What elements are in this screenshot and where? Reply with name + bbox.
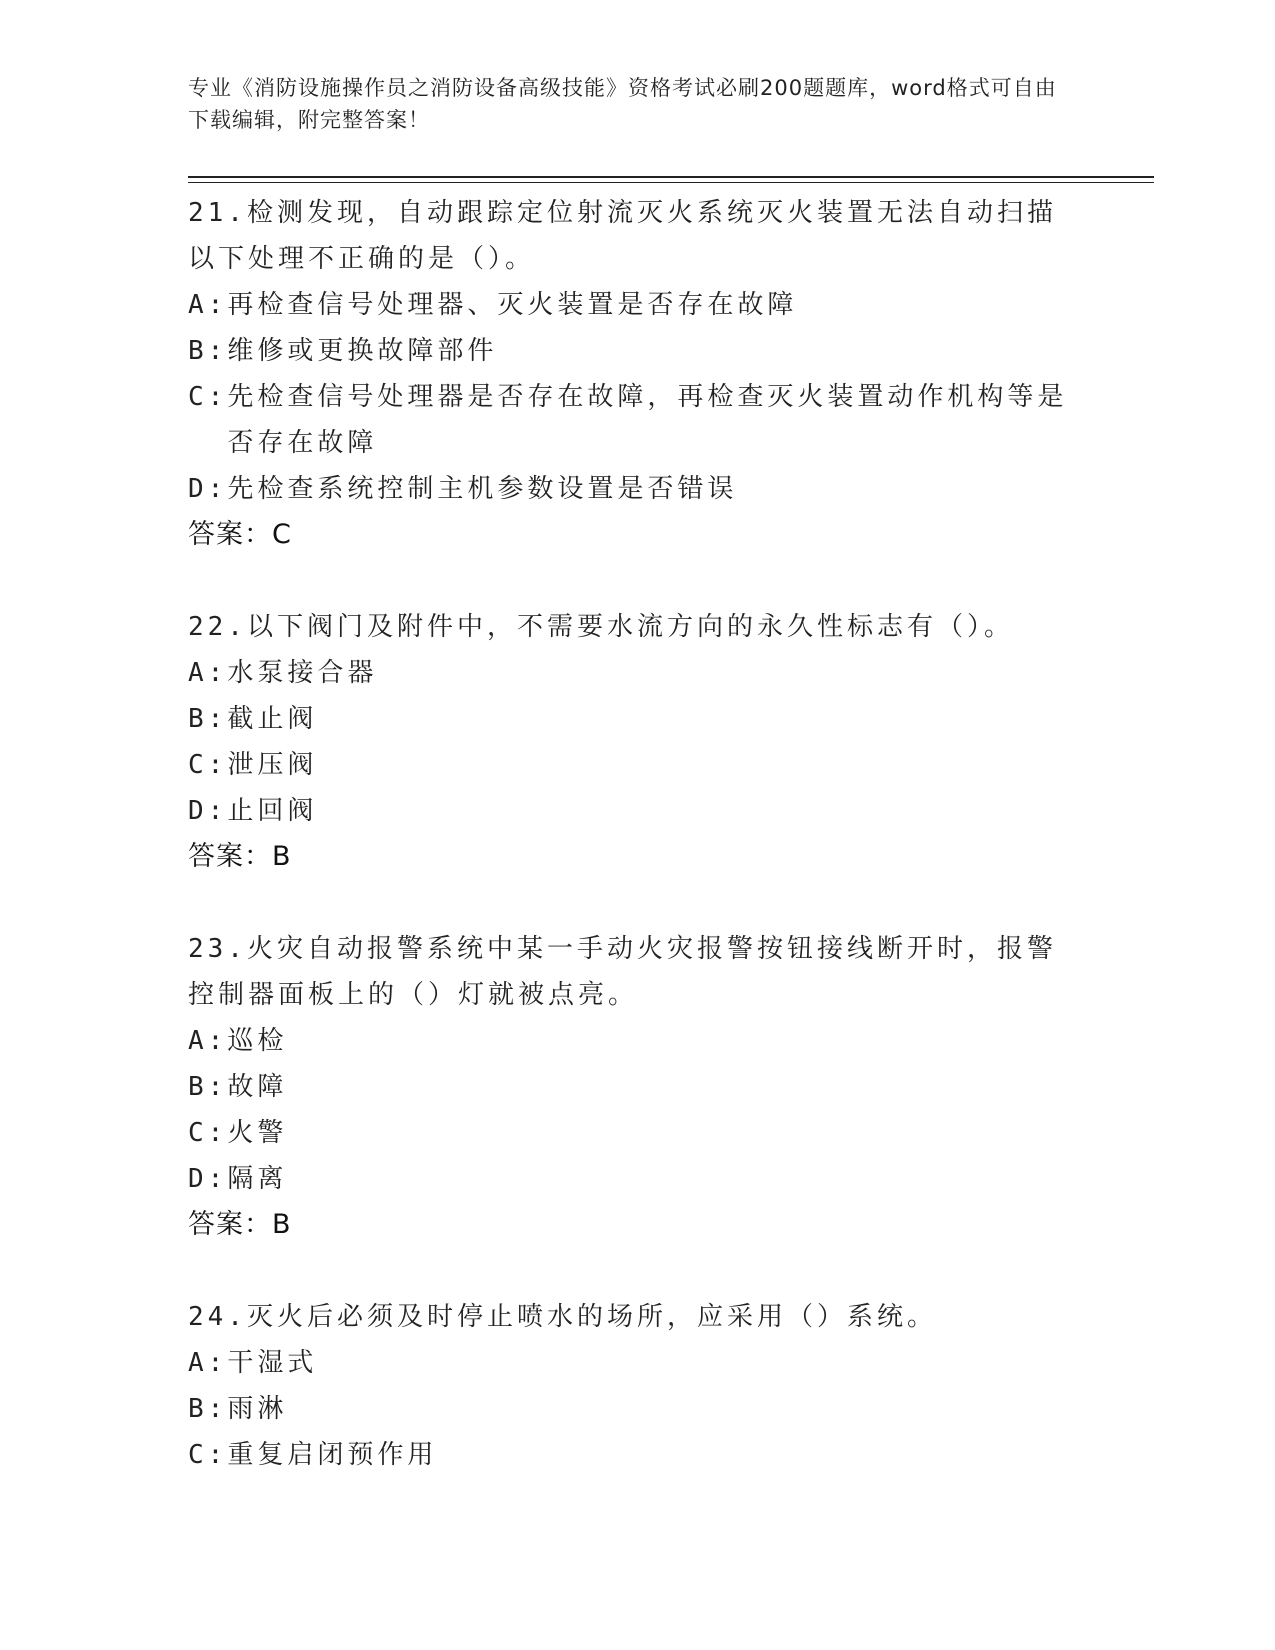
option-b bbox=[188, 328, 1088, 374]
header-intro-text: 专业《消防设施操作员之消防设备高级技能》资格考试必刷200题题库，word格式可自由下载编辑，附完整答案！ bbox=[188, 76, 1057, 132]
document-header bbox=[188, 72, 1068, 136]
answer-label: 答案：C bbox=[188, 519, 292, 550]
option-key: B: bbox=[188, 1394, 228, 1424]
option-key: A: bbox=[188, 1348, 228, 1378]
option-text: 截止阀 bbox=[227, 704, 318, 734]
option-c bbox=[188, 374, 1088, 466]
option-a bbox=[188, 282, 1088, 328]
question-list bbox=[188, 190, 1088, 1524]
option-text: 先检查系统控制主机参数设置是否错误 bbox=[227, 474, 738, 504]
option-text: 止回阀 bbox=[227, 796, 318, 826]
option-c bbox=[188, 742, 1088, 788]
option-key: C: bbox=[188, 750, 228, 780]
option-a bbox=[188, 1018, 1088, 1064]
option-key: C: bbox=[188, 382, 228, 412]
question-item bbox=[188, 926, 1088, 1248]
question-stem: 22.以下阀门及附件中，不需要水流方向的永久性标志有（）。 bbox=[188, 612, 1014, 642]
option-d bbox=[188, 466, 1088, 512]
question-item bbox=[188, 604, 1088, 880]
option-text: 故障 bbox=[227, 1072, 288, 1102]
option-key: A: bbox=[188, 290, 228, 320]
option-key: C: bbox=[188, 1440, 228, 1470]
option-key: B: bbox=[188, 336, 228, 366]
option-text: 水泵接合器 bbox=[227, 658, 378, 688]
option-b bbox=[188, 1386, 1088, 1432]
option-b bbox=[188, 1064, 1088, 1110]
option-text: 先检查信号处理器是否存在故障，再检查灭火装置动作机构等是否存在故障 bbox=[227, 382, 1068, 458]
option-d bbox=[188, 1156, 1088, 1202]
answer-label: 答案：B bbox=[188, 841, 292, 872]
option-key: A: bbox=[188, 658, 228, 688]
option-key: D: bbox=[188, 474, 228, 504]
option-d bbox=[188, 788, 1088, 834]
option-text: 维修或更换故障部件 bbox=[227, 336, 498, 366]
question-stem: 23.火灾自动报警系统中某一手动火灾报警按钮接线断开时，报警控制器面板上的（）灯就被点亮。 bbox=[188, 934, 1057, 1010]
question-item bbox=[188, 190, 1088, 558]
option-text: 重复启闭预作用 bbox=[227, 1440, 438, 1470]
option-key: D: bbox=[188, 1164, 228, 1194]
option-b bbox=[188, 696, 1088, 742]
option-text: 干湿式 bbox=[227, 1348, 318, 1378]
option-text: 火警 bbox=[227, 1118, 288, 1148]
option-c bbox=[188, 1110, 1088, 1156]
option-key: D: bbox=[188, 796, 228, 826]
option-key: B: bbox=[188, 1072, 228, 1102]
question-stem: 21.检测发现，自动跟踪定位射流灭火系统灭火装置无法自动扫描以下处理不正确的是（）。 bbox=[188, 198, 1057, 274]
option-key: C: bbox=[188, 1118, 228, 1148]
question-item bbox=[188, 1294, 1088, 1478]
option-a bbox=[188, 1340, 1088, 1386]
option-text: 巡检 bbox=[227, 1026, 288, 1056]
header-divider-thick bbox=[188, 176, 1154, 178]
option-c bbox=[188, 1432, 1088, 1478]
option-a bbox=[188, 650, 1088, 696]
question-stem: 24.灭火后必须及时停止喷水的场所，应采用（）系统。 bbox=[188, 1302, 937, 1332]
option-text: 隔离 bbox=[227, 1164, 288, 1194]
answer-label: 答案：B bbox=[188, 1209, 292, 1240]
option-text: 泄压阀 bbox=[227, 750, 318, 780]
option-key: B: bbox=[188, 704, 228, 734]
option-text: 再检查信号处理器、灭火装置是否存在故障 bbox=[227, 290, 798, 320]
option-text: 雨淋 bbox=[227, 1394, 288, 1424]
option-key: A: bbox=[188, 1026, 228, 1056]
header-divider-thin bbox=[188, 182, 1154, 183]
